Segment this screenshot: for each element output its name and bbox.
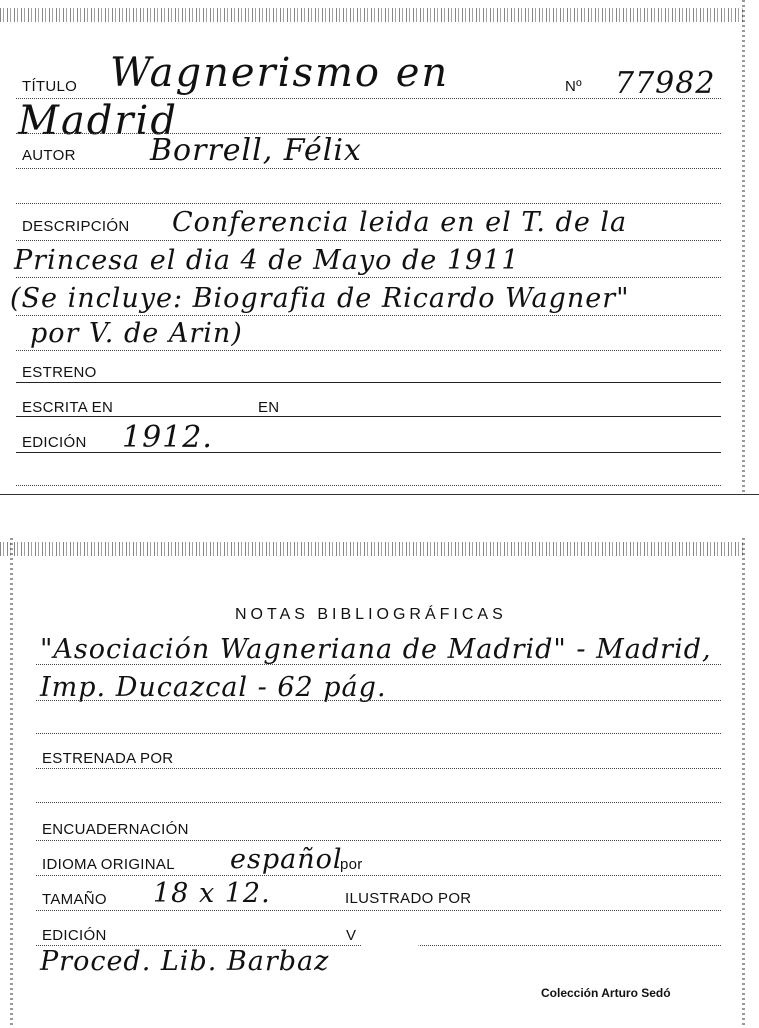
- en-label: EN: [258, 399, 280, 416]
- estreno-label: ESTRENO: [22, 364, 97, 381]
- paper-damage: [360, 918, 420, 998]
- autor-line: [16, 168, 721, 169]
- notas-rule-3: [36, 733, 721, 734]
- v-label: V: [346, 927, 357, 944]
- edicion-line: [16, 452, 721, 453]
- titulo-label: TÍTULO: [22, 78, 78, 95]
- titulo-line-2: [16, 133, 721, 134]
- descripcion-line-rule-2: [16, 277, 721, 278]
- descripcion-label: DESCRIPCIÓN: [22, 218, 130, 235]
- edicion-value: 1912.: [122, 420, 213, 455]
- tamano-rule: [36, 910, 721, 911]
- card-left-edge: [10, 538, 13, 1028]
- blank-line-1: [16, 203, 721, 204]
- estreno-line: [16, 382, 721, 383]
- escrita-line: [16, 416, 721, 417]
- card-right-edge: [742, 0, 745, 495]
- card-right-edge: [742, 538, 745, 1028]
- card-top-edge: [0, 542, 745, 556]
- titulo-value-2: Madrid: [18, 98, 178, 144]
- proced-value: Proced. Lib. Barbaz: [40, 946, 330, 977]
- notas-rule-1: [36, 664, 721, 665]
- descripcion-line-3: (Se incluye: Biografia de Ricardo Wagner": [10, 283, 630, 314]
- encuadernacion-rule: [36, 840, 721, 841]
- estrenada-por-label: ESTRENADA POR: [42, 750, 174, 767]
- idioma-rule: [36, 875, 721, 876]
- notas-rule-2: [36, 700, 721, 701]
- numero-label: Nº: [565, 78, 582, 95]
- bottom-line: [16, 485, 721, 486]
- autor-label: AUTOR: [22, 147, 76, 164]
- idioma-label: IDIOMA ORIGINAL: [42, 856, 175, 873]
- descripcion-line-2: Princesa el dia 4 de Mayo de 1911: [14, 245, 520, 276]
- autor-value: Borrell, Félix: [150, 133, 362, 168]
- coleccion-footer: Colección Arturo Sedó: [541, 986, 671, 1000]
- estrenada-rule: [36, 768, 721, 769]
- tamano-label: TAMAÑO: [42, 891, 107, 908]
- ilustrado-label: ILUSTRADO POR: [345, 890, 472, 907]
- titulo-value: Wagnerismo en: [110, 50, 450, 96]
- card-separator: [0, 494, 759, 495]
- descripcion-line-1: Conferencia leida en el T. de la: [172, 207, 628, 238]
- tamano-value: 18 x 12.: [153, 878, 271, 909]
- notas-heading: NOTAS BIBLIOGRÁFICAS: [235, 606, 507, 623]
- encuadernacion-label: ENCUADERNACIÓN: [42, 821, 189, 838]
- notas-line-1: "Asociación Wagneriana de Madrid" - Madrid,: [40, 634, 712, 665]
- descripcion-line-rule-4: [16, 350, 721, 351]
- descripcion-line-rule-1: [16, 240, 721, 241]
- descripcion-line-rule-3: [16, 315, 721, 316]
- descripcion-line-4: por V. de Arin): [30, 318, 243, 349]
- notas-line-2: Imp. Ducazcal - 62 pág.: [40, 672, 387, 703]
- numero-value: 77982: [615, 66, 716, 101]
- por-label: por: [340, 856, 363, 873]
- edicion-label: EDICIÓN: [42, 927, 107, 944]
- idioma-value: español: [230, 844, 343, 875]
- escrita-en-label: ESCRITA EN: [22, 399, 114, 416]
- blank-rule: [36, 802, 721, 803]
- catalog-card-front: [0, 0, 745, 495]
- edicion-label: EDICIÓN: [22, 434, 87, 451]
- catalog-card-back: [0, 538, 745, 1028]
- card-top-edge: [0, 8, 745, 22]
